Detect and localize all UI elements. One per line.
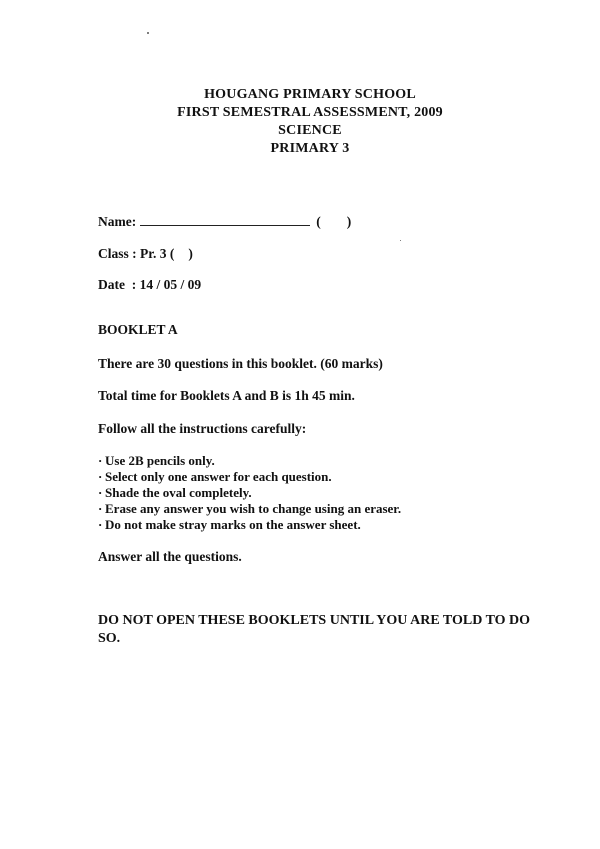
bullet-mark: · [98,453,103,468]
class-close-paren: ) [188,246,193,261]
instruction-text: Do not make stray marks on the answer sheet. [105,517,361,532]
level-title: PRIMARY 3 [270,141,350,156]
instruction-item [98,501,401,517]
instruction-list [98,453,401,533]
instruction-item [98,469,401,485]
name-close-paren: ) [346,214,352,229]
instructions-intro: Follow all the instructions carefully: [98,421,307,436]
assessment-title: FIRST SEMESTRAL ASSESSMENT, 2009 [177,105,443,120]
total-time: Total time for Booklets A and B is 1h 45 min. [98,388,355,403]
bullet-mark: · [98,501,103,516]
name-label: Name: [98,214,137,229]
instruction-item [98,485,401,501]
class-field [98,246,193,262]
stray-mark [400,240,401,241]
question-count: There are 30 questions in this booklet. (60 marks) [98,356,383,371]
class-label: Class : Pr. 3 ( [98,246,175,261]
instruction-text: Shade the oval completely. [105,485,252,500]
instruction-item [98,453,401,469]
bullet-mark: · [98,469,103,484]
subject-title: SCIENCE [278,123,342,138]
date-label: Date [98,277,125,292]
booklet-title: BOOKLET A [98,322,178,337]
answer-all-note: Answer all the questions. [98,549,242,564]
instruction-text: Select only one answer for each question. [105,469,332,484]
instruction-text: Use 2B pencils only. [105,453,215,468]
bullet-mark: · [98,517,103,532]
date-field [98,277,201,293]
date-value: : 14 / 05 / 09 [131,277,202,292]
instruction-text: Erase any answer you wish to change using an eraser. [105,501,402,516]
stray-mark [147,32,149,34]
name-field [98,213,351,230]
name-blank-line[interactable] [140,213,310,226]
do-not-open-warning: DO NOT OPEN THESE BOOKLETS UNTIL YOU ARE TOLD TO DO SO. [98,613,531,646]
name-open-paren: ( [316,214,321,229]
bullet-mark: · [98,485,103,500]
school-name: HOUGANG PRIMARY SCHOOL [204,87,416,102]
instruction-item [98,517,401,533]
exam-header [0,86,600,158]
